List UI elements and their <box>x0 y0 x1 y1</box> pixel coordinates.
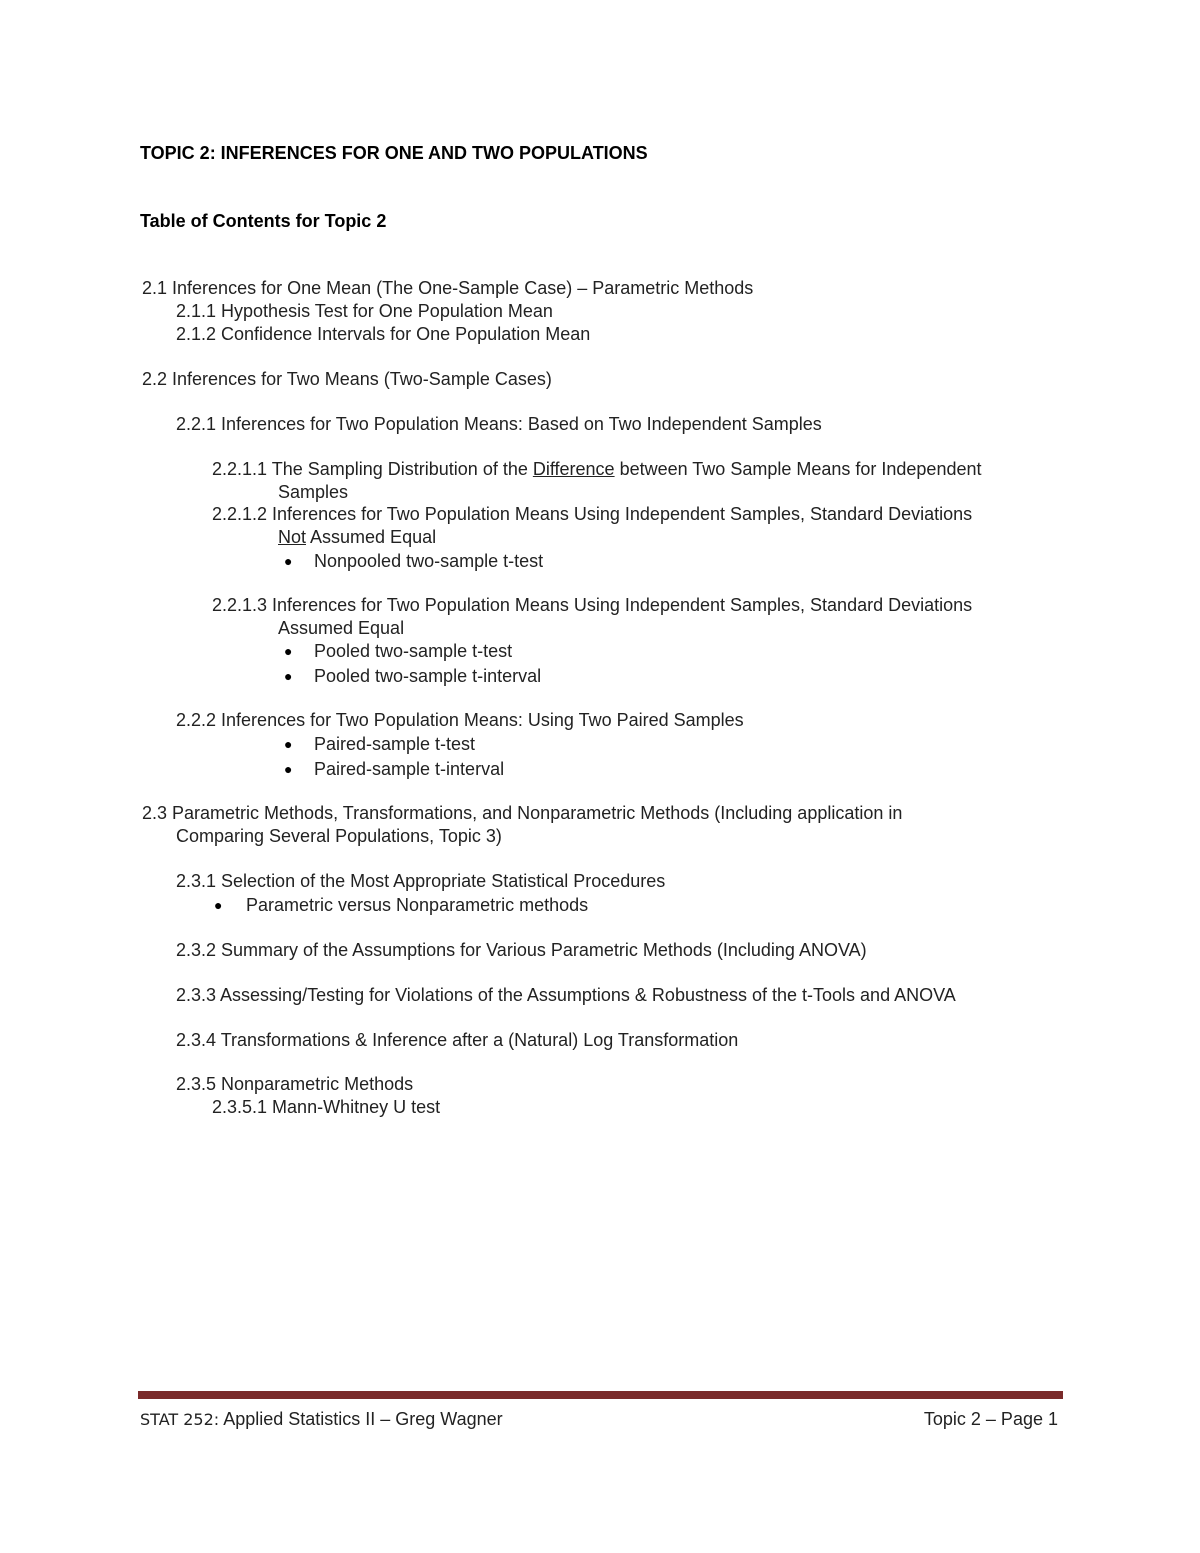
toc-entry-2-2: 2.2 Inferences for Two Means (Two-Sample Cases) <box>142 369 552 389</box>
toc-entry-2-3-5: 2.3.5 Nonparametric Methods <box>176 1074 414 1094</box>
toc-entry-2-3-2: 2.3.2 Summary of the Assumptions for Various Parametric Methods (Including ANOVA) <box>176 940 867 960</box>
bullet-icon: ● <box>284 736 293 752</box>
toc-entry-2-2-1-3: 2.2.1.3 Inferences for Two Population Means Using Independent Samples, Standard Deviations <box>212 595 973 615</box>
toc-entry-text: between Two Sample Means for Independent <box>614 459 982 479</box>
toc-entry-continuation: Comparing Several Populations, Topic 3) <box>176 826 502 846</box>
bullet-item: Paired-sample t-interval <box>314 759 505 779</box>
toc-entry-2-1-1: 2.1.1 Hypothesis Test for One Population Mean <box>176 301 553 321</box>
underlined-word: Difference <box>532 459 615 479</box>
toc-entry-2-1: 2.1 Inferences for One Mean (The One-Sample Case) – Parametric Methods <box>142 278 754 298</box>
bullet-item: Paired-sample t-test <box>314 734 476 754</box>
page-title: TOPIC 2: INFERENCES FOR ONE AND TWO POPULATIONS <box>140 143 648 163</box>
footer-course-info <box>140 1408 503 1431</box>
toc-entry-2-3: 2.3 Parametric Methods, Transformations, and Nonparametric Methods (Including application in <box>142 803 903 823</box>
bullet-icon: ● <box>284 668 293 684</box>
footer-course-title: Applied Statistics II – Greg Wagner <box>219 1409 503 1429</box>
bullet-icon: ● <box>284 761 293 777</box>
bullet-item: Parametric versus Nonparametric methods <box>246 895 589 915</box>
toc-entry-2-3-5-1: 2.3.5.1 Mann-Whitney U test <box>212 1097 441 1117</box>
toc-entry-2-3-3: 2.3.3 Assessing/Testing for Violations of the Assumptions & Robustness of the t-Tools and ANOVA <box>176 985 956 1005</box>
toc-entry-continuation: Assumed Equal <box>278 618 405 638</box>
toc-heading: Table of Contents for Topic 2 <box>140 211 387 231</box>
footer-rule <box>138 1391 1063 1399</box>
toc-entry-continuation <box>278 526 436 548</box>
toc-entry-2-2-1-1 <box>212 458 982 480</box>
toc-entry-text: 2.2.1.1 The Sampling Distribution of the <box>212 459 533 479</box>
toc-entry-2-3-1: 2.3.1 Selection of the Most Appropriate Statistical Procedures <box>176 871 666 891</box>
toc-entry-2-2-1-2: 2.2.1.2 Inferences for Two Population Means Using Independent Samples, Standard Deviations <box>212 504 973 524</box>
bullet-item: Pooled two-sample t-test <box>314 641 513 661</box>
toc-entry-2-1-2: 2.1.2 Confidence Intervals for One Population Mean <box>176 324 591 344</box>
toc-entry-2-2-1: 2.2.1 Inferences for Two Population Means: Based on Two Independent Samples <box>176 414 822 434</box>
toc-entry-2-2-2: 2.2.2 Inferences for Two Population Means: Using Two Paired Samples <box>176 710 744 730</box>
bullet-icon: ● <box>214 897 223 913</box>
toc-entry-continuation: Samples <box>278 482 349 502</box>
underlined-word: Not <box>278 527 307 547</box>
footer-page-number: Topic 2 – Page 1 <box>923 1409 1058 1429</box>
toc-entry-2-3-4: 2.3.4 Transformations & Inference after a (Natural) Log Transformation <box>176 1030 739 1050</box>
toc-entry-text: Assumed Equal <box>306 527 437 547</box>
bullet-icon: ● <box>284 553 293 569</box>
bullet-icon: ● <box>284 643 293 659</box>
bullet-item: Pooled two-sample t-interval <box>314 666 542 686</box>
footer-course-code: STAT 252: <box>140 1410 220 1429</box>
bullet-item: Nonpooled two-sample t-test <box>314 551 544 571</box>
